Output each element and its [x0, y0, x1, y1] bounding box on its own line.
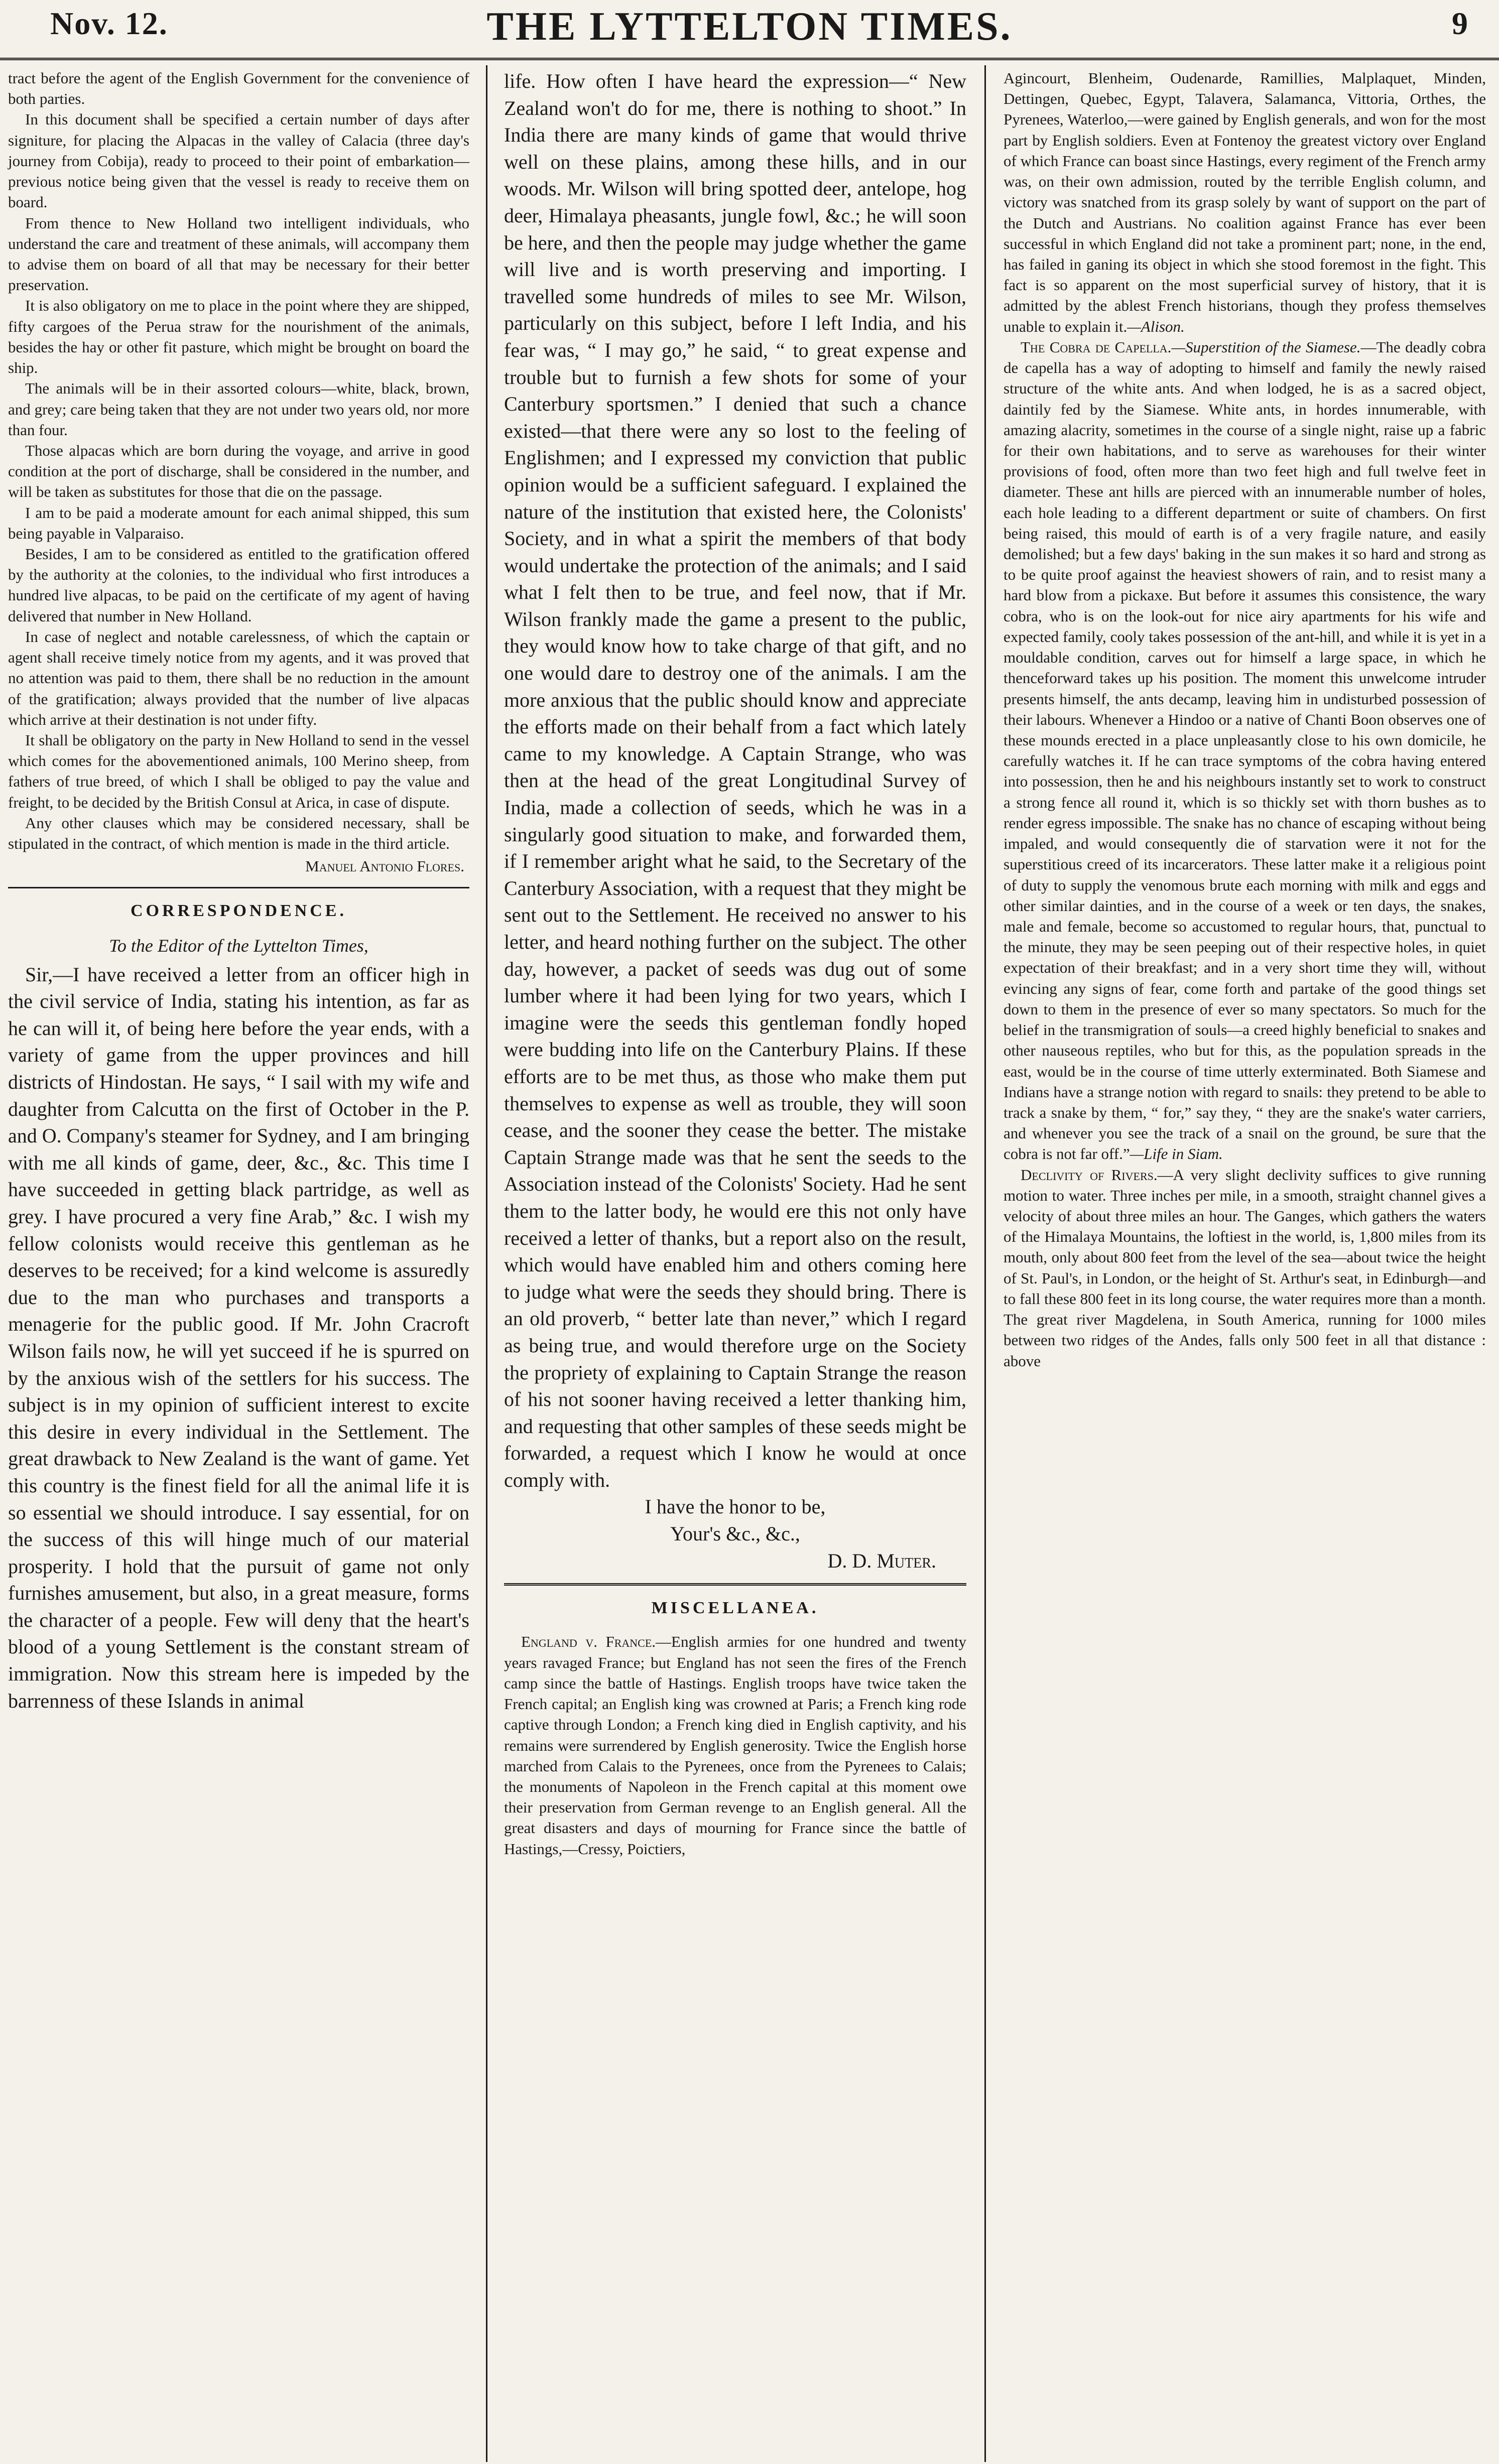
- letter-signature: D. D. Muter.: [827, 1549, 936, 1572]
- article-source: —Life in Siam.: [1130, 1145, 1223, 1163]
- article-england-france: [504, 1631, 966, 1859]
- newspaper-title: THE LYTTELTON TIMES.: [486, 5, 1013, 49]
- article-subtitle: —Superstition of the Siamese.: [1171, 338, 1361, 356]
- contract-paragraph: It is also obligatory on me to place in the point where they are shipped, fifty cargoes of the Perua straw for the nourishment of the animals, besides the hay or other fit pasture, which might be brought on board the ship.: [8, 297, 469, 377]
- contract-paragraph: I am to be paid a moderate amount for each animal shipped, this sum being payable in Valparaiso.: [8, 503, 469, 542]
- contract-paragraph: tract before the agent of the English Government for the convenience of both parties.: [8, 69, 469, 108]
- column-1: [0, 68, 474, 2459]
- contract-paragraph: In case of neglect and notable carelessness, of which the captain or agent shall receive timely notice from my agents, and it was proved that no attention was paid to them, there shall be no reduction in the amount of the gratification; always provided that the number of live alpacas which arrive at their destination is not under fifty.: [8, 627, 469, 728]
- column-2: [498, 68, 972, 2459]
- contract-signature: Manuel Antonio Flores.: [305, 857, 464, 875]
- contract-paragraph: In this document shall be specified a certain number of days after signiture, for placing the Alpacas in the valley of Calacia (three day's journey from Cobija), ready to proceed to their point of embarkation—previous notice being given that the vessel is ready to receive them on board.: [8, 110, 469, 211]
- correspondence-heading: CORRESPONDENCE.: [131, 901, 347, 920]
- article-england-france-continued: [1004, 68, 1486, 337]
- column-3: [996, 68, 1491, 2459]
- letter-closing: Your's &c., &c.,: [670, 1522, 800, 1545]
- contract-paragraph: Any other clauses which may be considered necessary, shall be stipulated in the contract, of which mention is made in the third article.: [8, 814, 469, 853]
- article-title: The Cobra de Capella.: [1021, 338, 1172, 356]
- column-divider: [984, 65, 986, 2462]
- article-title: Declivity of Rivers.: [1021, 1165, 1158, 1184]
- article-cobra: [1004, 337, 1486, 1164]
- letter-body: Sir,—I have received a letter from an officer high in the civil service of India, stating his intention, as far as he can will it, of being here before the year ends, with a variety of game from the upper provinces and hill districts of Hindostan. He says, “ I sail with my wife and daughter from Calcutta on the first of October in the P. and O. Company's steamer for Sydney, and I am bringing with me all kinds of game, deer, &c., &c. This time I have succeeded in getting black partridge, as well as grey. I have procured a very fine Arab,” &c. I wish my fellow colonists would receive this gentleman as he deserves to be received; for a kind welcome is assuredly due to the man who purchases and transports a menagerie for the public good. If Mr. John Cracroft Wilson fails now, he will yet succeed if he is spurred on by the anxious wish of the settlers for his success. The subject is in my opinion of sufficient interest to excite this desire in every individual in the Settlement. The great drawback to New Zealand is the want of game. Yet this country is the finest field for all the animal life it is so essential we should introduce. I say essential, for on the success of this will hinge much of our material prosperity. I hold that the pursuit of game not only furnishes amusement, but also, in a great measure, forms the character of a people. Few will deny that the heart's blood of a young Settlement is the constant stream of immigration. Now this stream here is impeded by the barrenness of these Islands in animal: [8, 963, 469, 1712]
- article-rivers: [1004, 1164, 1486, 1371]
- article-source: —Alison.: [1127, 317, 1185, 335]
- article-text: —A very slight declivity suffices to give running motion to water. Three inches per mile, in a smooth, straight channel gives a velocity of about three miles an hour. The Ganges, which gathers the waters of the Himalaya Mountains, the loftiest in the world, is, 1,800 miles from its mouth, only about 800 feet from the level of the sea—about twice the height of St. Paul's, in London, or the height of St. Arthur's seat, in Edinburgh—and to fall these 800 feet in its long course, the water requires more than a month. The great river Magdelena, in South America, running for 1000 miles between two ridges of the Andes, falls only 500 feet in all that distance : above: [1004, 1165, 1486, 1370]
- article-text: Agincourt, Blenheim, Oudenarde, Ramillies, Malplaquet, Minden, Dettingen, Quebec, Egypt, Talavera, Salamanca, Vittoria, Orthes, the Pyrenees, Waterloo,—were gained by English generals, and won for the most part by English soldiers. Even at Fontenoy the greatest victory over England of which France can boast since Hastings, every regiment of the French army was, on their own admission, routed by the terrible English column, and victory was snatched from its grasp solely by want of support on the part of the Dutch and Austrians. No coalition against France has ever been successful in which England did not take a prominent part; none, in the end, has failed in ganing its object in which she stood foremost in the fight. This fact is so apparent on the most superficial survey of history, that it is admitted by the ablest French historians, though they profess themselves unable to explain it.: [1004, 69, 1486, 335]
- section-rule: [8, 887, 469, 888]
- article-title: England v. France.: [521, 1633, 656, 1651]
- column-divider: [486, 65, 487, 2462]
- miscellanea-heading: MISCELLANEA.: [651, 1599, 819, 1618]
- page-number: 9: [1452, 6, 1468, 41]
- contract-paragraph: Those alpacas which are born during the voyage, and arrive in good condition at the port of discharge, shall be considered in the number, and will be taken as substitutes for those that die on the passage.: [8, 441, 469, 501]
- section-rule: [504, 1583, 966, 1586]
- letter-closing: I have the honor to be,: [645, 1495, 826, 1518]
- letter-body-continued: life. How often I have heard the expression—“ New Zealand won't do for me, there is nothing to shoot.” In India there are many kinds of game that would thrive well on these plains, among these hills, and in our woods. Mr. Wilson will bring spotted deer, antelope, hog deer, Himalaya pheasants, jungle fowl, &c.; he will soon be here, and then the people may judge whether the game will live and is worth preserving and importing. I travelled some hundreds of miles to see Mr. Wilson, particularly on this subject, before I left India, and his fear was, “ I may go,” he said, “ to great expense and trouble but to furnish a few shots for some of your Canterbury sportsmen.” I denied that such a chance existed—that there were any so lost to the feeling of Englishmen; and I expressed my conviction that public opinion would be a sufficient safeguard. I explained the nature of the institution that existed here, the Colonists' Society, and in what a spirit the members of that body would undertake the protection of the animals; and I said what I felt then to be true, and feel now, that if Mr. Wilson frankly made the game a present to the public, they would know how to take charge of that gift, and no one would dare to destroy one of the animals. I am the more anxious that the public should know and appreciate the efforts made on their behalf from a fact which lately came to my knowledge. A Captain Strange, who was then at the head of the great Longitudinal Survey of India, made a collection of seeds, which he was in a singularly good situation to make, and forwarded them, if I remember aright what he said, to the Secretary of the Canterbury Association, with a request that they might be sent out to the Settlement. He received no answer to his letter, and heard nothing further on the subject. The other day, however, a packet of seeds was dug out of some lumber where it had been lying for two years, which I imagine were the seeds this gentleman fondly hoped were budding into life on the Canterbury Plains. If these efforts are to be met thus, as those who make them put themselves to expense as well as trouble, they will soon cease, and the sooner they cease the better. The mistake Captain Strange made was that he sent the seeds to the Association instead of the Colonists' Society. Had he sent them to the latter body, he would ere this not only have received a letter of thanks, but a report also on the result, which would have enabled him and others coming here to judge what were the seeds they should bring. There is an old proverb, “ better late than never,” which I regard as being true, and would therefore urge on the Society the propriety of explaining to Captain Strange the reason of his not sooner having received a letter thanking him, and requesting that other samples of these seeds might be forwarded, a request which I know he would at once comply with.: [504, 70, 966, 1491]
- contract-paragraph: It shall be obligatory on the party in New Holland to send in the vessel which comes for the abovementioned animals, 100 Merino sheep, from fathers of true breed, of which I shall be obliged to pay the value and freight, to be decided by the British Consul at Arica, in case of dispute.: [8, 731, 469, 811]
- masthead: [0, 0, 1499, 60]
- issue-date: Nov. 12.: [50, 6, 168, 41]
- article-text: —The deadly cobra de capella has a way of adopting to himself and family the newly raised structure of the white ants. And when lodged, he is as a sacred object, daintily fed by the Siamese. White ants, in hordes innumerable, with amazing alacrity, sometimes in the course of a single night, raise up a fabric for their own habitations, and to serve as warehouses for their winter provisions of food, often more than two feet high and full twelve feet in diameter. These ant hills are pierced with an innumerable number of holes, each hole leading to a different department or suite of chambers. On first being raised, this mould of earth is of a very fragile nature, and easily demolished; but a few days' baking in the sun makes it so hard and strong as to be quite proof against the heaviest showers of rain, and to resist many a hard blow from a pickaxe. But before it assumes this consistence, the wary cobra, who is on the look-out for nice airy apartments for his wife and expected family, cooly takes possession of the ant-hill, and while it is yet in a mouldable condition, carves out for himself a large space, in which he thenceforward takes up his position. The moment this unwelcome intruder presents himself, the ants decamp, leaving him in undisturbed possession of their labours. Whenever a Hindoo or a native of Chanti Boon observes one of these mounds erected in a place unpleasantly close to his own domicile, he carefully watches it. If he can trace symptoms of the cobra having entered into possession, then he and his neighbours instantly set to work to construct a strong fence all round it, which is so thickly set with thorn bushes as to render egress impossible. The snake has no chance of escaping without being impaled, and would consequently die of starvation were it not for the superstitious creed of its incarcerators. These latter make it a religious point of duty to supply the venomous brute each morning with milk and eggs and other similar dainties, and in the course of a week or ten days, the snakes, male and female, become so accustomed to regular hours, that, punctual to the minute, they may be seen peeping out of their respective holes, in quiet expectation of their breakfast; and in a very short time they will, without evincing any signs of fear, come forth and partake of the good things set down to them in the presence of ever so many spectators. So much for the belief in the transmigration of souls—a creed highly beneficial to snakes and other nauseous reptiles, who but for this, as the population spreads in the east, would be in the course of time utterly exterminated. Both Siamese and Indians have a strange notion with regard to snails: they pretend to be able to track a snake by them, “ for,” say they, “ they are the snake's water carriers, and whenever you see the track of a snail on the ground, be sure that the cobra is not far off.”: [1004, 338, 1486, 1163]
- article-text: —English armies for one hundred and twenty years ravaged France; but England has not seen the fires of the French camp since the battle of Hastings. English troops have twice taken the French capital; an English king was crowned at Paris; a French king rode captive through London; a French king died in English captivity, and his remains were surrendered by English generosity. Twice the English horse marched from Calais to the Pyrenees, once from the Pyrenees to Calais; the monuments of Napoleon in the French capital at this moment owe their preservation from German revenge to an English general. All the great disasters and days of mourning for France since the battle of Hastings,—Cressy, Poictiers,: [504, 1633, 966, 1858]
- letter-salutation: To the Editor of the Lyttelton Times,: [109, 935, 368, 956]
- contract-paragraph: The animals will be in their assorted colours—white, black, brown, and grey; care being taken that they are not under two years old, nor more than four.: [8, 379, 469, 439]
- contract-paragraph: Besides, I am to be considered as entitled to the gratification offered by the authority at the colonies, to the individual who first introduces a hundred live alpacas, to be paid on the certificate of my agent of having delivered that number in New Holland.: [8, 545, 469, 625]
- contract-paragraph: From thence to New Holland two intelligent individuals, who understand the care and treatment of these animals, will accompany them to advise them on board of all that may be necessary for their better preservation.: [8, 214, 469, 294]
